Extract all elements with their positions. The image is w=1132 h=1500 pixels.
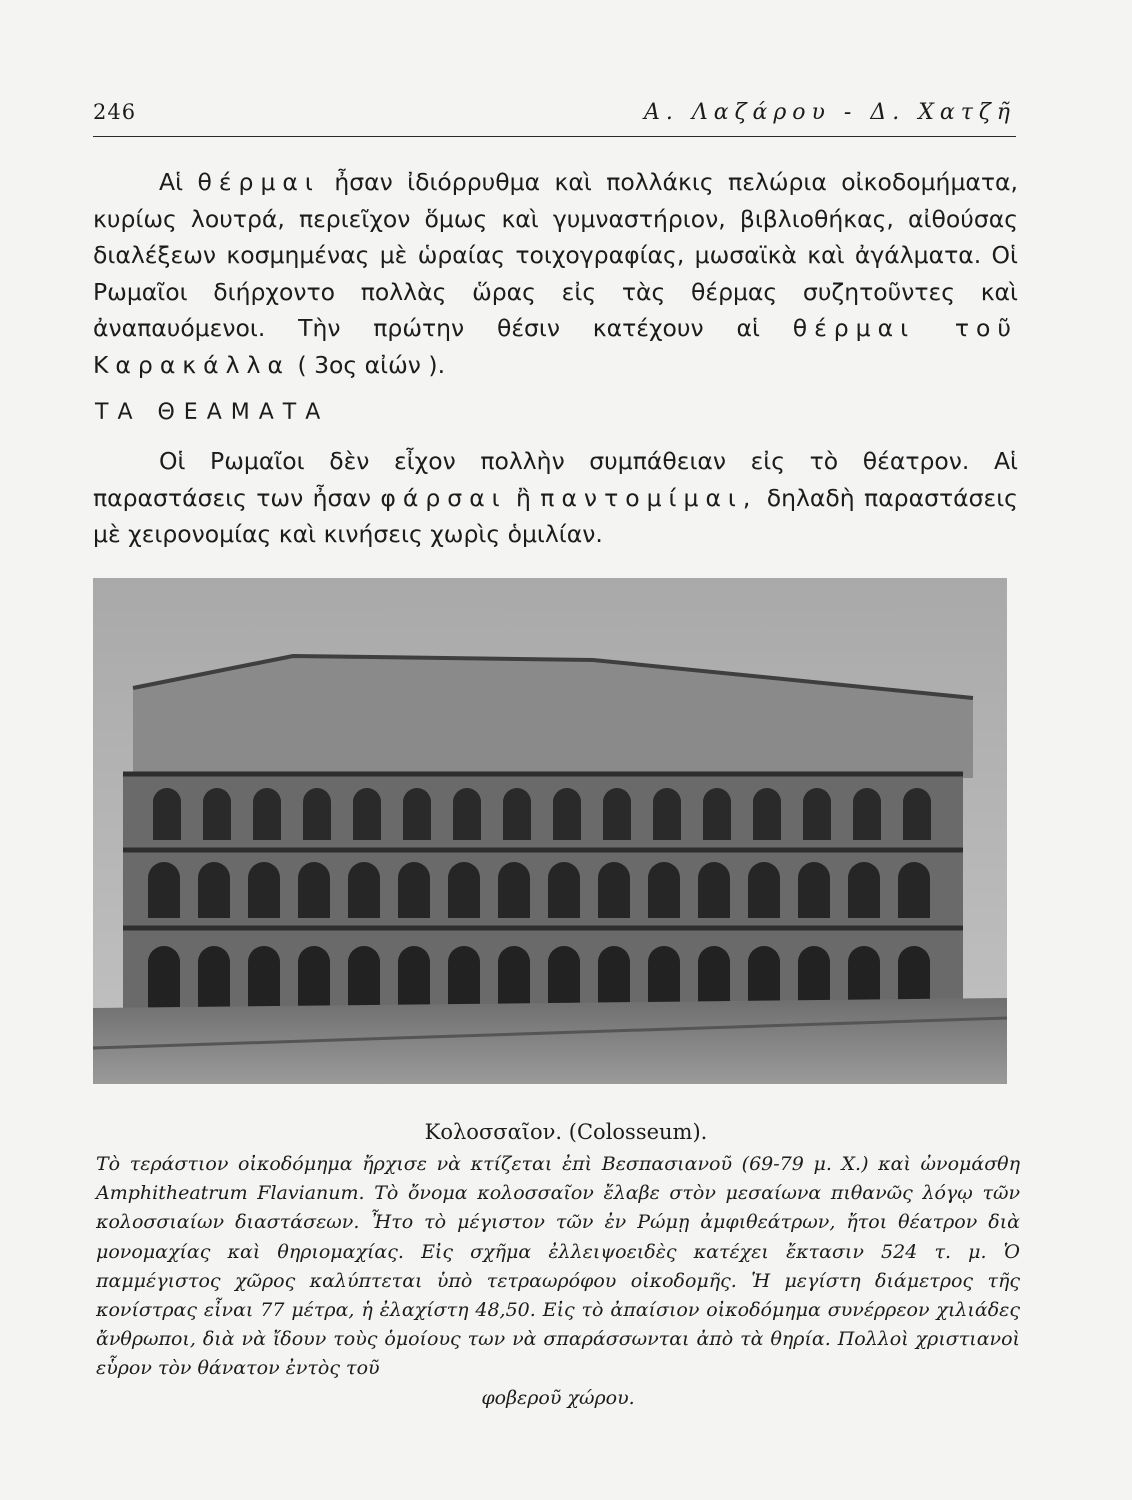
para1-spaced-term: θέρμαι [197, 168, 320, 196]
running-head: Α. Λαζάρου - Δ. Χατζῆ [643, 100, 1016, 125]
para2-text: Οἱ Ρωμαῖοι δὲν εἶχον πολλὴν συμπάθειαν εἰς τὸ θέατρον. Αἱ παραστάσεις των ἦσαν [93, 447, 1018, 512]
section-heading: ΤΑ ΘΕΑΜΑΤΑ [95, 400, 330, 425]
para1-spaced-caracalla: θέρμαι τοῦ Καρακάλλα [93, 314, 1018, 379]
caption-title: Κολοσσαῖον. (Colosseum). [424, 1120, 708, 1144]
paragraph-thermae [93, 164, 1018, 383]
para2-text-end: δηλαδὴ παραστάσεις μὲ χειρονομίας καὶ κινήσεις χωρὶς ὁμιλίαν. [93, 483, 1018, 548]
caption-text [96, 1150, 1020, 1413]
colosseum-illustration [93, 578, 1007, 1084]
page-header [93, 100, 1016, 137]
caption-last-line: φοβεροῦ χώρου. [481, 1386, 635, 1409]
colosseum-photo [93, 578, 1007, 1084]
para2-spaced-pantomimes: παντομίμαι, [540, 483, 758, 512]
ground [93, 998, 1007, 1084]
para1-century: ( 3ος αἰών ). [297, 350, 446, 379]
para2-spaced-farces: φάρσαι [380, 483, 507, 512]
para2-or: ἢ [516, 483, 531, 512]
para1-lead: Αἱ [159, 168, 184, 196]
para1-text: ἦσαν ἰδιόρρυθμα καὶ πολλάκις πελώρια οἰκοδομήματα, κυρίως λουτρά, περιεῖχον ὅμως καὶ γυμναστήριον, βιβλιοθήκας, αἰθούσας διαλέξεων κοσμημένας μὲ ὡραίας τοιχογραφίας, μωσαϊκὰ καὶ ἀγάλματα. Οἱ Ρωμαῖοι διήρχοντο πολλὰς ὥρας εἰς τὰς θέρμας συζητοῦντες καὶ ἀναπαυόμενοι. Τὴν πρώτην θέσιν κατέχουν αἱ [93, 168, 1018, 342]
paragraph-spectacles [93, 443, 1018, 553]
caption-body: Τὸ τεράστιον οἰκοδόμημα ἤρχισε νὰ κτίζεται ἐπὶ Βεσπασιανοῦ (69-79 μ. Χ.) καὶ ὠνομάσθη Amphitheatrum Flavianum. Τὸ ὄνομα κολοσσαῖον ἔλαβε στὸν μεσαίωνα πιθανῶς λόγῳ τῶν κολοσσιαίων διαστάσεων. Ἦτο τὸ μέγιστον τῶν ἐν Ρώμῃ ἀμφιθεάτρων, ἤτοι θέατρον διὰ μονομαχίας καὶ θηριομαχίας. Εἰς σχῆμα ἐλλειψοειδὲς κατέχει ἔκτασιν 524 τ. μ. Ὁ παμμέγιστος χῶρος καλύπτεται ὑπὸ τετραωρόφου οἰκοδομῆς. Ἡ μεγίστη διάμετρος τῆς κονίστρας εἶναι 77 μέτρα, ἡ ἐλαχίστη 48,50. Εἰς τὸ ἀπαίσιον οἰκοδόμημα συνέρρεον χιλιάδες ἄνθρωποι, διὰ νὰ ἴδουν τοὺς ὁμοίους των νὰ σπαράσσωνται ἀπὸ τὰ θηρία. Πολλοὶ χριστιανοὶ εὗρον τὸν θάνατον ἐντὸς τοῦ [96, 1153, 1020, 1380]
page-number: 246 [93, 100, 137, 124]
